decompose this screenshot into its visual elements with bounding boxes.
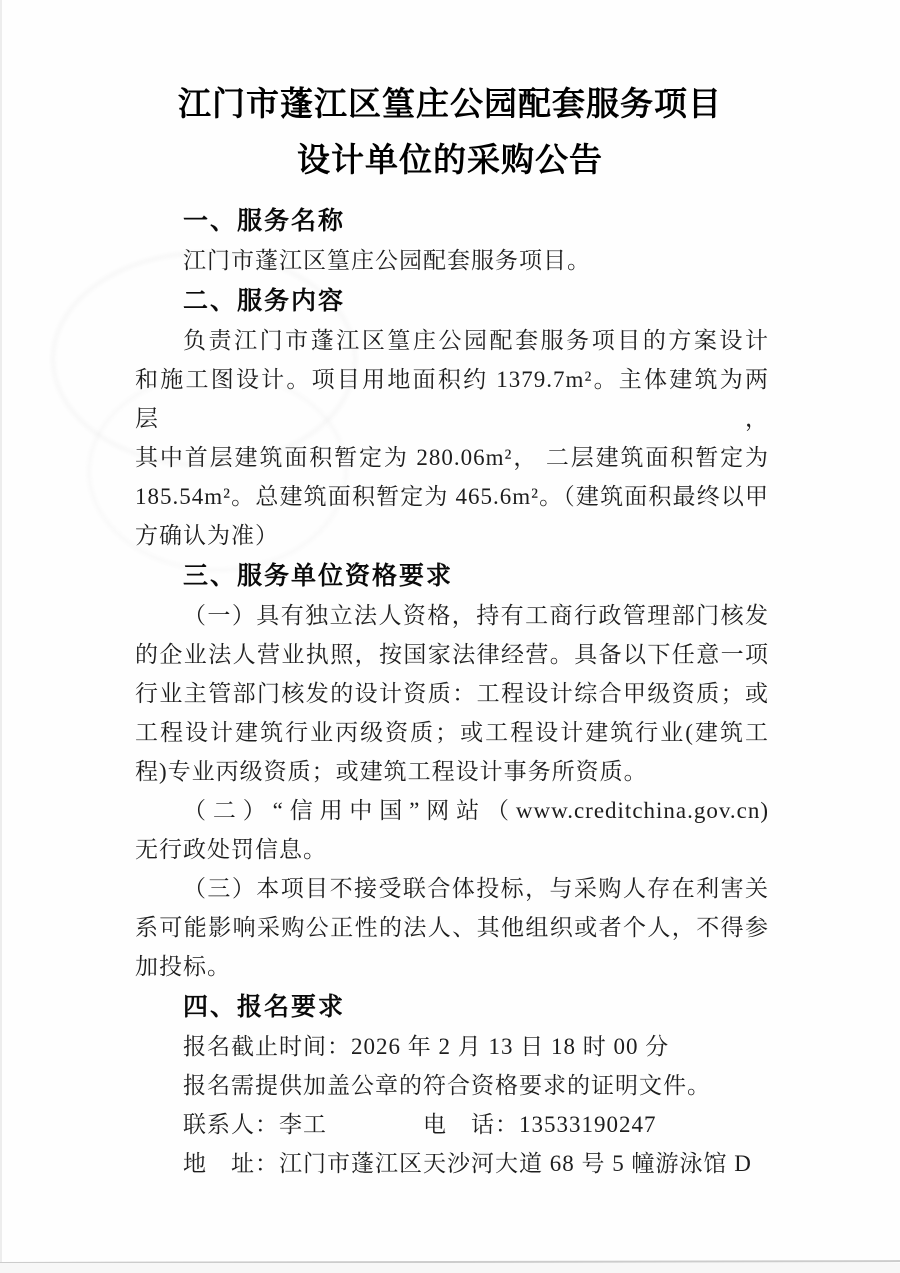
text-line: （一）具有独立法人资格，持有工商行政管理部门核发 [183,603,769,628]
section-heading: 四、报名要求 [183,993,346,1021]
text-line: 地 址：江门市蓬江区天沙河大道 68 号 5 幢游泳馆 D [183,1151,752,1176]
text-line: 工程设计建筑行业丙级资质；或工程设计建筑行业(建筑工 [135,720,769,745]
text-line: 报名需提供加盖公章的符合资格要求的证明文件。 [183,1073,711,1098]
title-line-2: 设计单位的采购公告 [297,141,603,178]
text-line: 负责江门市蓬江区篁庄公园配套服务项目的方案设计 [183,328,769,353]
text-line: 程)专业丙级资质；或建筑工程设计事务所资质。 [135,759,648,784]
page-left-edge [0,0,2,1273]
section-heading: 三、服务单位资格要求 [183,562,454,590]
text-line: 和施工图设计。项目用地面积约 1379.7m²。主体建筑为两层， [135,367,769,431]
section-heading: 二、服务内容 [183,287,346,315]
text-line: 联系人：李工 电 话：13533190247 [183,1112,657,1137]
text-line: 185.54m²。总建筑面积暂定为 465.6m²。（建筑面积最终以甲 [135,484,769,509]
text-line: 系可能影响采购公正性的法人、其他组织或者个人，不得参 [135,915,769,940]
text-line: 的企业法人营业执照，按国家法律经营。具备以下任意一项 [135,642,769,667]
text-line: 其中首层建筑面积暂定为 280.06m²， 二层建筑面积暂定为 [135,445,769,470]
text-line: 加投标。 [135,954,231,979]
document-title [0,76,900,188]
text-line: 方确认为准） [135,523,279,548]
page-bottom-strip [0,1263,900,1273]
section-heading: 一、服务名称 [183,207,346,235]
title-line-1: 江门市蓬江区篁庄公园配套服务项目 [178,85,722,122]
text-line: （三）本项目不接受联合体投标，与采购人存在利害关 [183,876,769,901]
text-line: 报名截止时间：2026 年 2 月 13 日 18 时 00 分 [183,1034,670,1059]
text-line: 无行政处罚信息。 [135,837,327,862]
text-line: 江门市蓬江区篁庄公园配套服务项目。 [183,248,591,273]
document-body [135,200,769,1183]
text-line: 行业主管部门核发的设计资质：工程设计综合甲级资质；或 [135,681,769,706]
text-line: （二）“信用中国”网站（www.creditchina.gov.cn) [183,798,769,823]
